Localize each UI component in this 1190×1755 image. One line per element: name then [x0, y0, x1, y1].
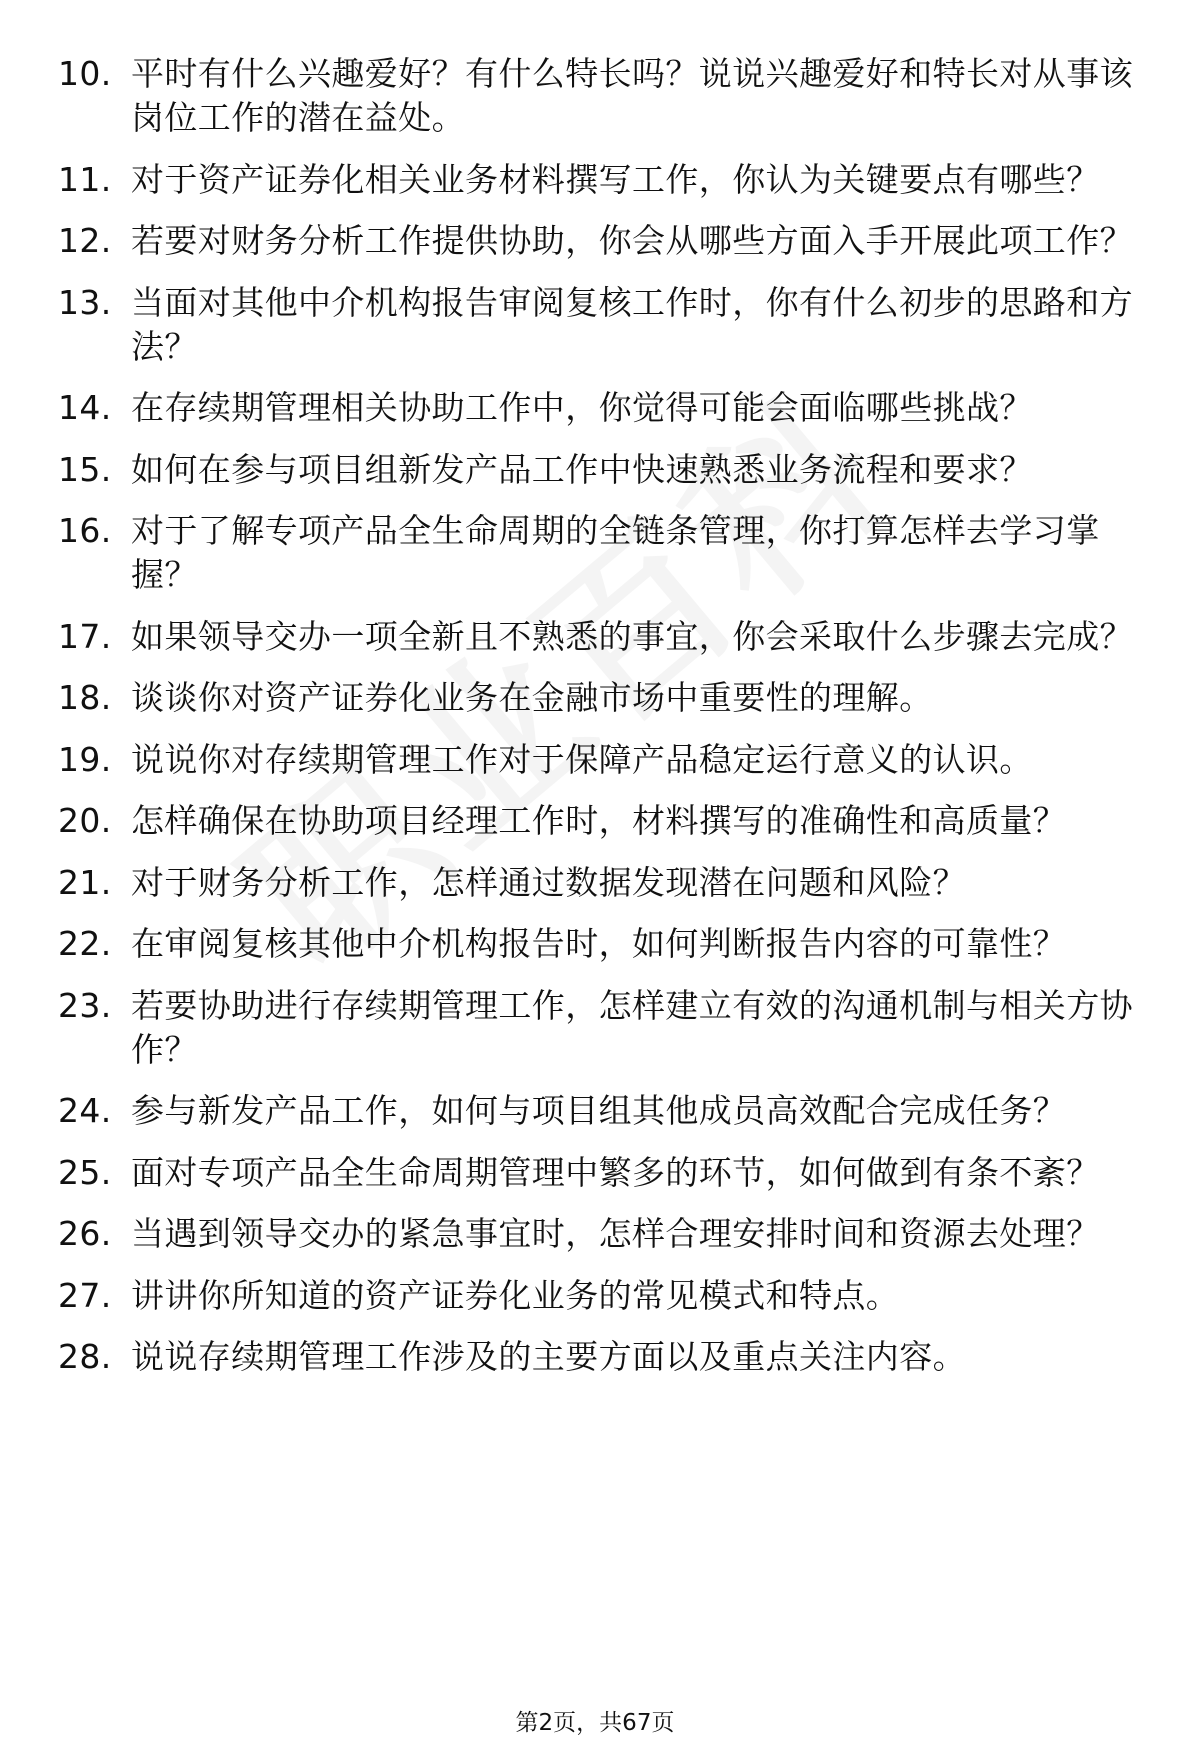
question-text: 若要对财务分析工作提供协助，你会从哪些方面入手开展此项工作？: [131, 221, 1133, 260]
page-footer: 第2页，共67页: [515, 1710, 675, 1736]
question-number: 22.: [58, 924, 112, 963]
question-item: [58, 1274, 1148, 1318]
question-item: [58, 509, 1148, 597]
question-text: 参与新发产品工作，如何与项目组其他成员高效配合完成任务？: [131, 1091, 1067, 1130]
question-item: [58, 52, 1148, 140]
question-item: [58, 1151, 1148, 1195]
question-item: [58, 1212, 1148, 1256]
question-number: 19.: [58, 739, 112, 779]
question-item: [58, 922, 1148, 966]
question-text: 在审阅复核其他中介机构报告时，如何判断报告内容的可靠性？: [131, 924, 1067, 963]
question-item: [58, 1089, 1148, 1133]
question-text: 如何在参与项目组新发产品工作中快速熟悉业务流程和要求？: [131, 449, 1033, 489]
question-text: 如果领导交办一项全新且不熟悉的事宜，你会采取什么步骤去完成？: [131, 616, 1133, 656]
question-item: [58, 1335, 1148, 1379]
question-number: 13.: [58, 282, 112, 322]
question-number: 11.: [58, 159, 112, 199]
question-number: 25.: [58, 1152, 112, 1192]
question-number: 23.: [58, 985, 112, 1025]
question-item: [58, 158, 1148, 202]
question-text: 面对专项产品全生命周期管理中繁多的环节，如何做到有条不紊？: [131, 1152, 1100, 1192]
question-number: 28.: [58, 1337, 112, 1376]
question-text: 若要协助进行存续期管理工作，怎样建立有效的沟通机制与相关方协作？: [131, 985, 1133, 1069]
question-text: 讲讲你所知道的资产证券化业务的常见模式和特点。: [131, 1275, 900, 1315]
question-text: 说说你对存续期管理工作对于保障产品稳定运行意义的认识。: [131, 739, 1033, 779]
question-number: 15.: [58, 449, 112, 489]
question-number: 12.: [58, 221, 112, 260]
question-text: 平时有什么兴趣爱好？有什么特长吗？说说兴趣爱好和特长对从事该岗位工作的潜在益处。: [131, 54, 1133, 137]
question-item: [58, 386, 1148, 430]
question-number: 18.: [58, 678, 112, 717]
question-number: 10.: [58, 54, 112, 93]
question-item: [58, 799, 1148, 843]
question-number: 27.: [58, 1275, 112, 1315]
question-item: [58, 448, 1148, 492]
question-number: 26.: [58, 1214, 112, 1253]
question-item: [58, 615, 1148, 659]
question-text: 在存续期管理相关协助工作中，你觉得可能会面临哪些挑战？: [131, 388, 1033, 427]
question-item: [58, 738, 1148, 782]
question-item: [58, 219, 1148, 263]
question-number: 14.: [58, 388, 112, 427]
question-number: 21.: [58, 862, 112, 902]
question-text: 当面对其他中介机构报告审阅复核工作时，你有什么初步的思路和方法？: [131, 282, 1133, 366]
question-text: 说说存续期管理工作涉及的主要方面以及重点关注内容。: [131, 1337, 966, 1376]
question-item: [58, 281, 1148, 369]
question-item: [58, 861, 1148, 905]
question-text: 怎样确保在协助项目经理工作时，材料撰写的准确性和高质量？: [131, 801, 1067, 840]
question-number: 20.: [58, 801, 112, 840]
question-text: 谈谈你对资产证券化业务在金融市场中重要性的理解。: [131, 678, 933, 717]
question-text: 对于了解专项产品全生命周期的全链条管理，你打算怎样去学习掌握？: [131, 511, 1100, 594]
question-number: 17.: [58, 616, 112, 656]
question-item: [58, 984, 1148, 1072]
question-number: 24.: [58, 1091, 112, 1130]
question-text: 当遇到领导交办的紧急事宜时，怎样合理安排时间和资源去处理？: [131, 1214, 1100, 1253]
question-item: [58, 676, 1148, 720]
question-list: [58, 52, 1148, 1397]
question-number: 16.: [58, 511, 112, 550]
question-text: 对于资产证券化相关业务材料撰写工作，你认为关键要点有哪些？: [131, 159, 1100, 199]
question-text: 对于财务分析工作，怎样通过数据发现潜在问题和风险？: [131, 862, 966, 902]
